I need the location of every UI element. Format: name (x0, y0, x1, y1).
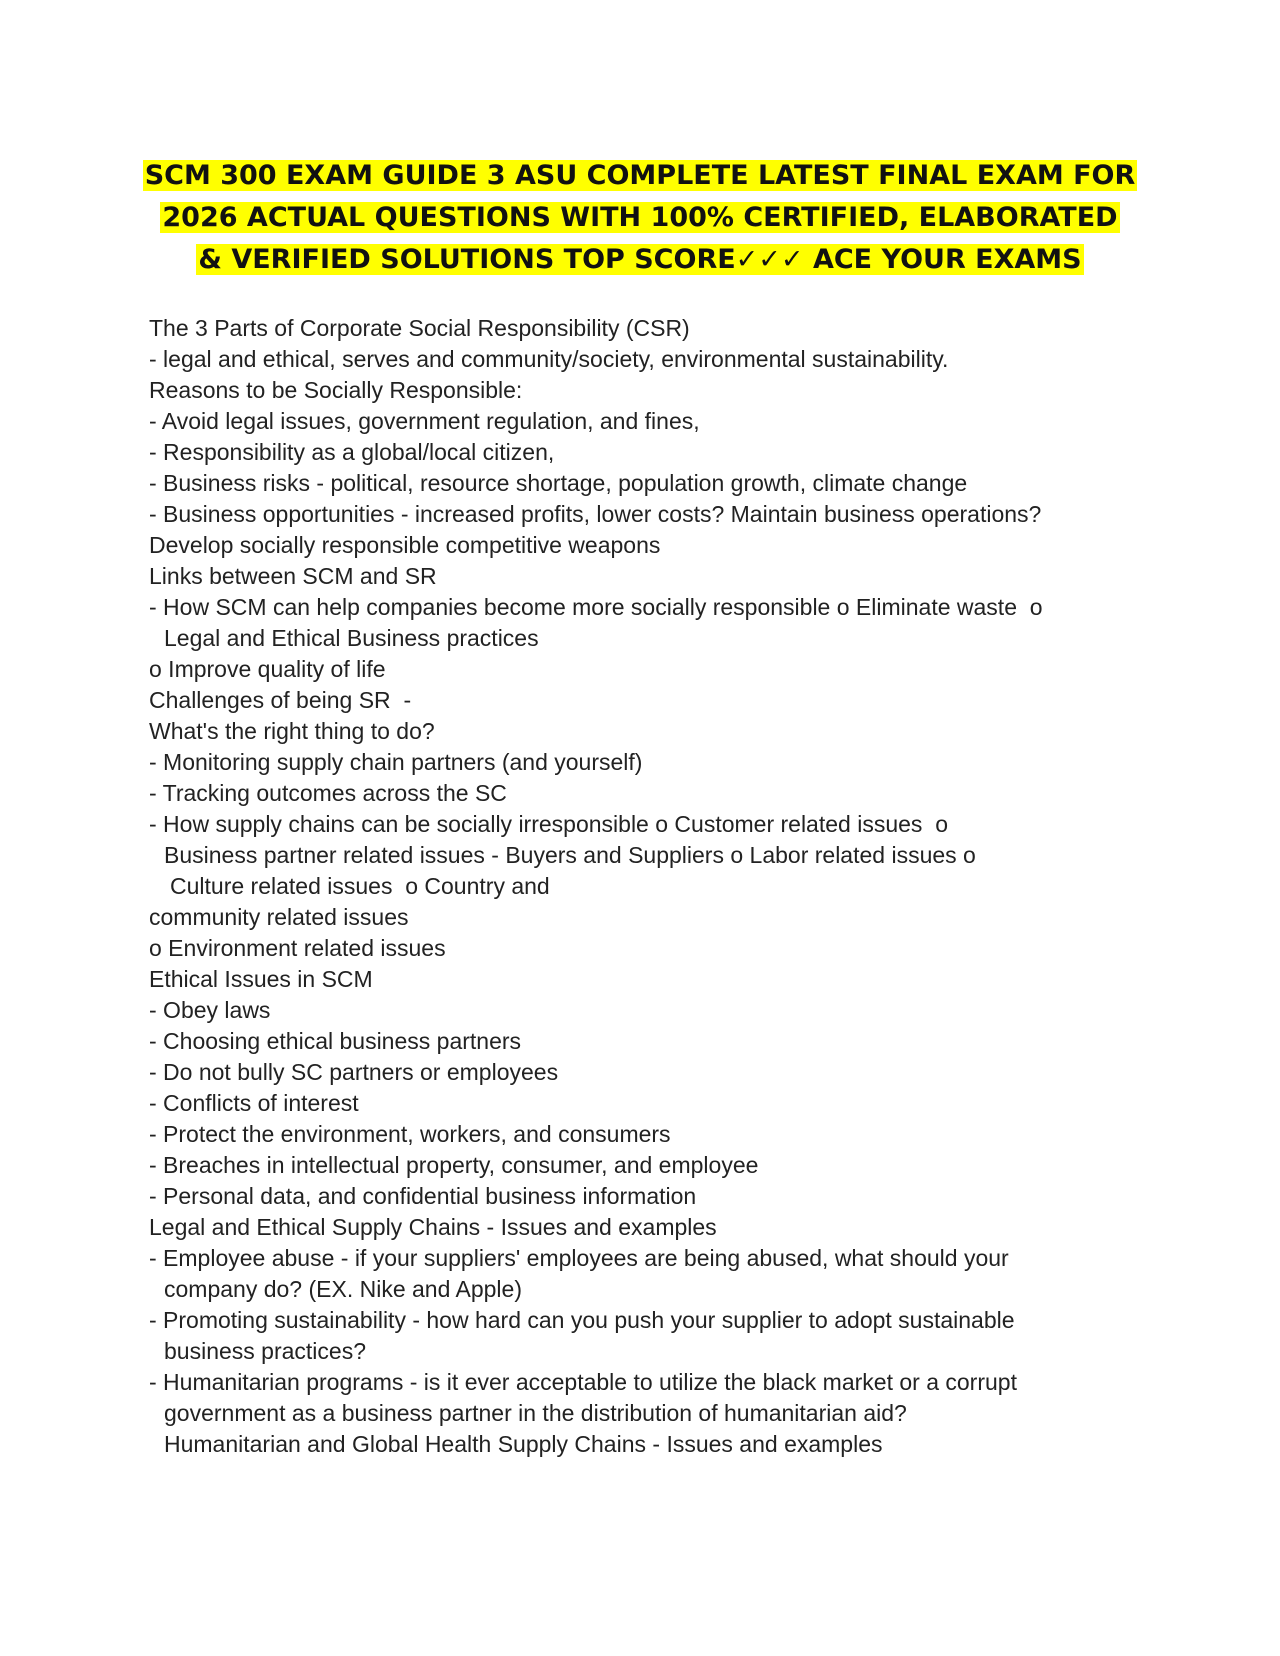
body-line: - Monitoring supply chain partners (and yourself) (149, 749, 643, 775)
body-line: Develop socially responsible competitive weapons (149, 532, 661, 558)
body-line: Links between SCM and SR (149, 563, 437, 589)
document-body (149, 313, 1149, 1460)
body-line: Legal and Ethical Supply Chains - Issues and examples (149, 1214, 717, 1240)
body-line: o Environment related issues (149, 935, 446, 961)
body-line: The 3 Parts of Corporate Social Responsibility (CSR) (149, 315, 690, 341)
body-line: - Obey laws (149, 997, 271, 1023)
body-line: - Humanitarian programs - is it ever acceptable to utilize the black market or a corrupt (149, 1369, 1017, 1395)
title-line-1 (0, 155, 1280, 197)
title-line-1-text: SCM 300 EXAM GUIDE 3 ASU COMPLETE LATEST FINAL EXAM FOR (144, 160, 1136, 191)
body-line: What's the right thing to do? (149, 718, 435, 744)
body-line: business practices? (164, 1338, 366, 1364)
body-line: Humanitarian and Global Health Supply Chains - Issues and examples (164, 1431, 883, 1457)
body-line: company do? (EX. Nike and Apple) (164, 1276, 522, 1302)
title-line-2-text: 2026 ACTUAL QUESTIONS WITH 100% CERTIFIED, ELABORATED (162, 202, 1118, 233)
body-line: Reasons to be Socially Responsible: (149, 377, 523, 403)
title-line-3 (0, 239, 1280, 281)
title-line-3-text: & VERIFIED SOLUTIONS TOP SCORE✓✓✓ ACE YOUR EXAMS (198, 244, 1082, 275)
body-line: Business partner related issues - Buyers and Suppliers o Labor related issues o (164, 842, 976, 868)
body-line: - legal and ethical, serves and community/society, environmental sustainability. (149, 346, 949, 372)
body-line: - How SCM can help companies become more socially responsible o Eliminate waste o (149, 594, 1043, 620)
body-line: - Avoid legal issues, government regulation, and fines, (149, 408, 700, 434)
body-line: - Protect the environment, workers, and consumers (149, 1121, 671, 1147)
body-line: - Business risks - political, resource shortage, population growth, climate change (149, 470, 968, 496)
body-line: - Tracking outcomes across the SC (149, 780, 507, 806)
body-line: - Responsibility as a global/local citizen, (149, 439, 555, 465)
body-line: Culture related issues o Country and (170, 873, 550, 899)
body-line: - How supply chains can be socially irresponsible o Customer related issues o (149, 811, 948, 837)
body-line: government as a business partner in the distribution of humanitarian aid? (164, 1400, 907, 1426)
body-line: - Employee abuse - if your suppliers' employees are being abused, what should your (149, 1245, 1009, 1271)
body-line: community related issues (149, 904, 409, 930)
body-line: - Promoting sustainability - how hard can you push your supplier to adopt sustainable (149, 1307, 1015, 1333)
body-line: - Conflicts of interest (149, 1090, 359, 1116)
body-line: - Personal data, and confidential business information (149, 1183, 697, 1209)
body-line: - Business opportunities - increased profits, lower costs? Maintain business operations? (149, 501, 1042, 527)
body-line: o Improve quality of life (149, 656, 386, 682)
document-title (0, 155, 1280, 281)
title-line-2 (0, 197, 1280, 239)
body-line: Challenges of being SR - (149, 687, 412, 713)
body-line: - Do not bully SC partners or employees (149, 1059, 559, 1085)
body-line: - Choosing ethical business partners (149, 1028, 522, 1054)
body-line: - Breaches in intellectual property, consumer, and employee (149, 1152, 759, 1178)
body-line: Legal and Ethical Business practices (164, 625, 539, 651)
body-line: Ethical Issues in SCM (149, 966, 373, 992)
